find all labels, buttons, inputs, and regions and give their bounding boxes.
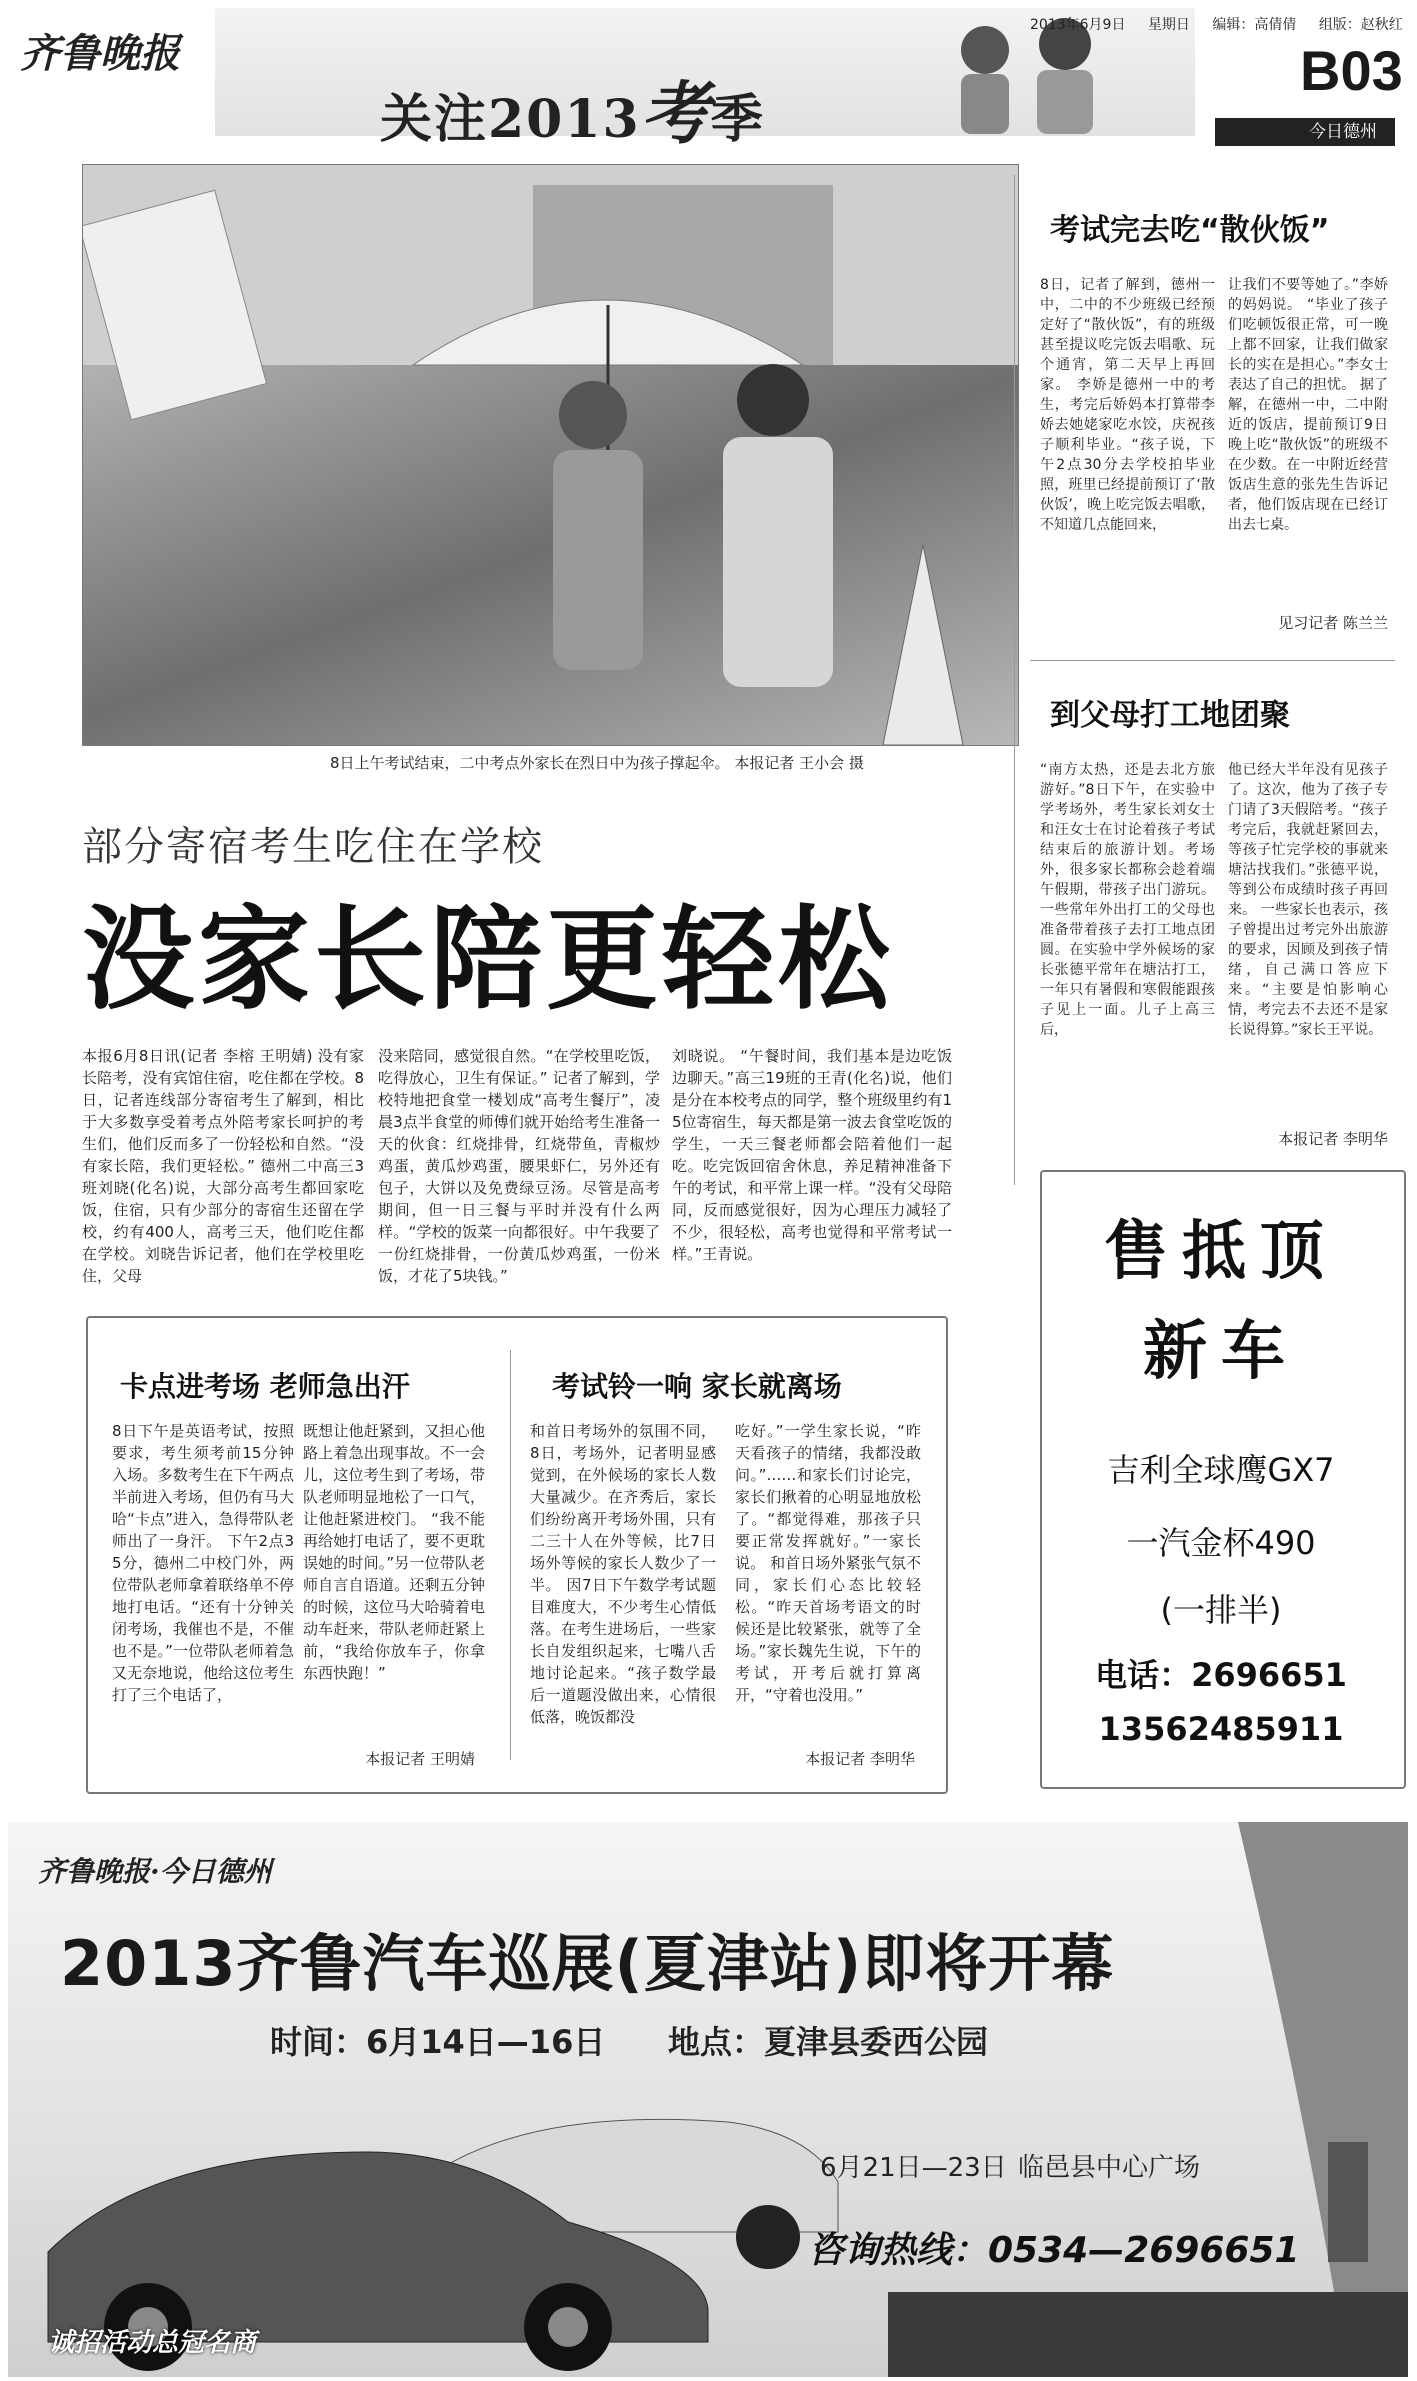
ad-mobile: 13562485911 [1098, 1710, 1344, 1748]
box-left-title: 卡点进考场 老师急出汗 [120, 1370, 410, 1403]
side2-column-2: 他已经大半年没有见孩子了。这次，他为了孩子专门请了3天假陪考。“孩子考完后，我就赶紧回去，等孩子忙完学校的事就来塘沽找我们。”张德平说，等到公布成绩时孩子再回来。 一些家长也表示，孩子曾提出过考完外出旅游的要求，因顾及到孩子情绪，自己满口答应下来。“主要是怕影响心情，考完去不去还不是家长说得算。”家长王平说。 [1228, 762, 1388, 1038]
banner-kao: 考 [640, 74, 711, 154]
layout-name: 组版：赵秋红 [1318, 17, 1403, 33]
story-column-1: 本报6月8日讯(记者 李榕 王明婧) 没有家长陪考，没有宾馆住宿，吃住都在学校。8日，记者连线部分寄宿考生了解到，相比于大多数享受着考点外陪考家长呵护的考生们，他们反而多了一份轻松和自然。“没有家长陪，我们更轻松。” 德州二中高三3班刘晓(化名)说，大部分高考生都回家吃饭，住宿，只有少部分的寄宿生还留在学校，约有400人，高考三天，他们吃住都在学校。刘晓告诉记者，他们在学校里吃住，父母 [82, 1047, 364, 1285]
photo-caption: 8日上午考试结束，二中考点外家长在烈日中为孩子撑起伞。 本报记者 王小会 摄 [330, 754, 864, 772]
banner-pre: 关注2013 [380, 89, 641, 150]
editor-name: 编辑：高倩倩 [1212, 17, 1297, 33]
ad-headline-2: 新车 [1143, 1314, 1299, 1389]
box-right-title: 考试铃一响 家长就离场 [552, 1370, 842, 1403]
section-tab: 今日德州 [1215, 118, 1395, 146]
expo-time: 时间：6月14日—16日 [270, 2023, 606, 2061]
ad-car-1: 吉利全球鹰GX7 [1107, 1451, 1335, 1489]
expo-next-place: 临邑县中心广场 [1018, 2153, 1201, 2183]
masthead-logo: 齐鲁晚报 [20, 30, 180, 77]
expo-place: 地点：夏津县委西公园 [668, 2023, 989, 2061]
expo-title: 2013齐鲁汽车巡展(夏津站)即将开幕 [60, 1927, 1115, 2000]
side1-column-2: 让我们不要等她了。”李娇的妈妈说。 “毕业了孩子们吃顿饭很正常，可一晚上都不回家，让我们做家长的实在是担心。”李女士表达了自己的担忧。 据了解，在德州一中，二中附近的饭店，提前预订9日晚上吃“散伙饭”的班级不在少数。在一中附近经营饭店生意的张先生告诉记者，他们饭店现在已经订出去七桌。 [1228, 277, 1388, 533]
expo-ad-art [8, 1822, 1408, 2377]
box-right-column-2: 吃好。”一学生家长说，“昨天看孩子的情绪，我都没敢问。”……和家长们讨论完，家长们揪着的心明显地放松了。“都觉得难，那孩子只要正常发挥就好。”一家长说。 和首日场外紧张气氛不同，家长们心态比较轻松。“昨天首场考语文的时候还是比较紧张，就等了全场。”家长魏先生说，下午的考试，开考后就打算离开，“守着也没用。” [735, 1422, 921, 1704]
ad-headline-1: 售抵顶 [1104, 1214, 1338, 1289]
banner-title [380, 60, 765, 157]
side2-title: 到父母打工地团聚 [1050, 698, 1290, 733]
side1-byline: 见习记者 陈兰兰 [1278, 614, 1388, 632]
story-column-3: 刘晓说。 “午餐时间，我们基本是边吃饭边聊天。”高三19班的王青(化名)说，他们是分在本校考点的同学，整个班级里约有15位寄宿生，每天都是第一波去食堂吃饭的学生，一天三餐老师都会陪着他们一起吃。吃完饭回宿舍休息，养足精神准备下午的考试，和平常上课一样。“没有父母陪同，反而感觉很好，因为心理压力减轻了不少，很轻松，高考也觉得和平常考试一样。”王青说。 [672, 1047, 952, 1263]
photo-illustration [83, 165, 1018, 745]
expo-brand: 齐鲁晚报·今日德州 [38, 1855, 272, 1888]
side2-byline: 本报记者 李明华 [1278, 1130, 1388, 1148]
box-left-column-1: 8日下午是英语考试，按照要求，考生须考前15分钟入场。多数考生在下午两点半前进入考场，但仍有马大哈“卡点”进入，急得带队老师出了一身汗。 下午2点35分，德州二中校门外，两位带队老师拿着联络单不停地打电话。“还有十分钟关闭考场，我催也不是，不催也不是。”一位带队老师着急又无奈地说，他给这位考生打了三个电话了， [112, 1422, 294, 1704]
ad-car-2: 一汽金杯490 [1126, 1524, 1316, 1562]
box-left-byline: 本报记者 王明婧 [365, 1750, 475, 1768]
expo-next-date: 6月21日—23日 [820, 2153, 1007, 2183]
ad-phone: 电话：2696651 [1095, 1656, 1347, 1694]
side1-column-1: 8日，记者了解到，德州一中，二中的不少班级已经预定好了“散伙饭”，有的班级甚至提议吃完饭去唱歌、玩个通宵，第二天早上再回家。 李娇是德州一中的考生，考完后娇妈本打算带李娇去她姥家吃水饺，庆祝孩子顺利毕业。“孩子说，下午2点30分去学校拍毕业照，班里已经提前预订了‘散伙饭’，晚上吃完饭去唱歌，不知道几点能回来， [1040, 277, 1215, 533]
expo-sponsor: 诚招活动总冠名商 [48, 2328, 257, 2358]
story-column-2: 没来陪同，感觉很自然。“在学校里吃饭，吃得放心，卫生有保证。” 记者了解到，学校特地把食堂一楼划成“高考生餐厅”，凌晨3点半食堂的师傅们就开始给考生准备一天的伙食：红烧排骨，红烧带鱼，青椒炒鸡蛋，黄瓜炒鸡蛋，腰果虾仁，另外还有包子，大饼以及免费绿豆汤。尽管是高考期间，但一日三餐与平时并没有什么两样。“学校的饭菜一向都很好。中午我要了一份红烧排骨，一份黄瓜炒鸡蛋，一份米饭，才花了5块钱。” [378, 1047, 660, 1285]
column-divider [1014, 175, 1015, 1185]
news-photo [82, 164, 1019, 746]
box-left-column-2: 既想让他赶紧到，又担心他路上着急出现事故。不一会儿，这位考生到了考场，带队老师明显地松了一口气，让他赶紧进校门。 “我不能再给她打电话了，要不更耽误她的时间。”另一位带队老师自言自语道。还剩五分钟的时候，这位马大哈骑着电动车赶来，带队老师赶紧上前，“我给你放车子，你拿东西快跑！” [303, 1422, 485, 1682]
issue-weekday: 星期日 [1147, 17, 1190, 33]
box-right-column-1: 和首日考场外的氛围不同，8日，考场外，记者明显感觉到，在外候场的家长人数大量减少。在齐秀后，家长们纷纷离开考场外围，只有二三十人在外等候，比7日场外等候的家长人数少了一半。 因7日下午数学考试题目难度大，不少考生心情低落。在考生进场后，一些家长自发组织起来，七嘴八舌地讨论起来。“孩子数学最后一道题没做出来，心情很低落，晚饭都没 [530, 1422, 716, 1726]
story-headline: 没家长陪更轻松 [82, 894, 894, 1025]
side-divider [1030, 660, 1395, 661]
side1-title: 考试完去吃“散伙饭” [1050, 213, 1330, 248]
box-divider [510, 1350, 511, 1760]
side2-column-1: “南方太热，还是去北方旅游好。”8日下午，在实验中学考场外，考生家长刘女士和汪女士在讨论着孩子考试结束后的旅游计划。考场外，很多家长都称会趁着端午假期，带孩子出门游玩。 一些常年外出打工的父母也准备带着孩子去打工地点团圆。在实验中学外候场的家长张德平常年在塘沽打工，一年只有暑假和寒假能跟孩子见上一面。儿子上高三后， [1040, 762, 1215, 1038]
banner-post: 季 [710, 89, 765, 150]
ad-car-2-note: (一排半) [1160, 1591, 1282, 1629]
header-meta [1030, 14, 1417, 34]
box-right-byline: 本报记者 李明华 [805, 1750, 915, 1768]
page-number: B03 [1300, 39, 1403, 102]
expo-hotline: 咨询热线：0534—2696651 [808, 2230, 1300, 2271]
expo-ad-banner [8, 1822, 1408, 2377]
story-subtitle: 部分寄宿考生吃住在学校 [82, 824, 544, 870]
issue-date: 2013年6月9日 [1030, 17, 1126, 33]
